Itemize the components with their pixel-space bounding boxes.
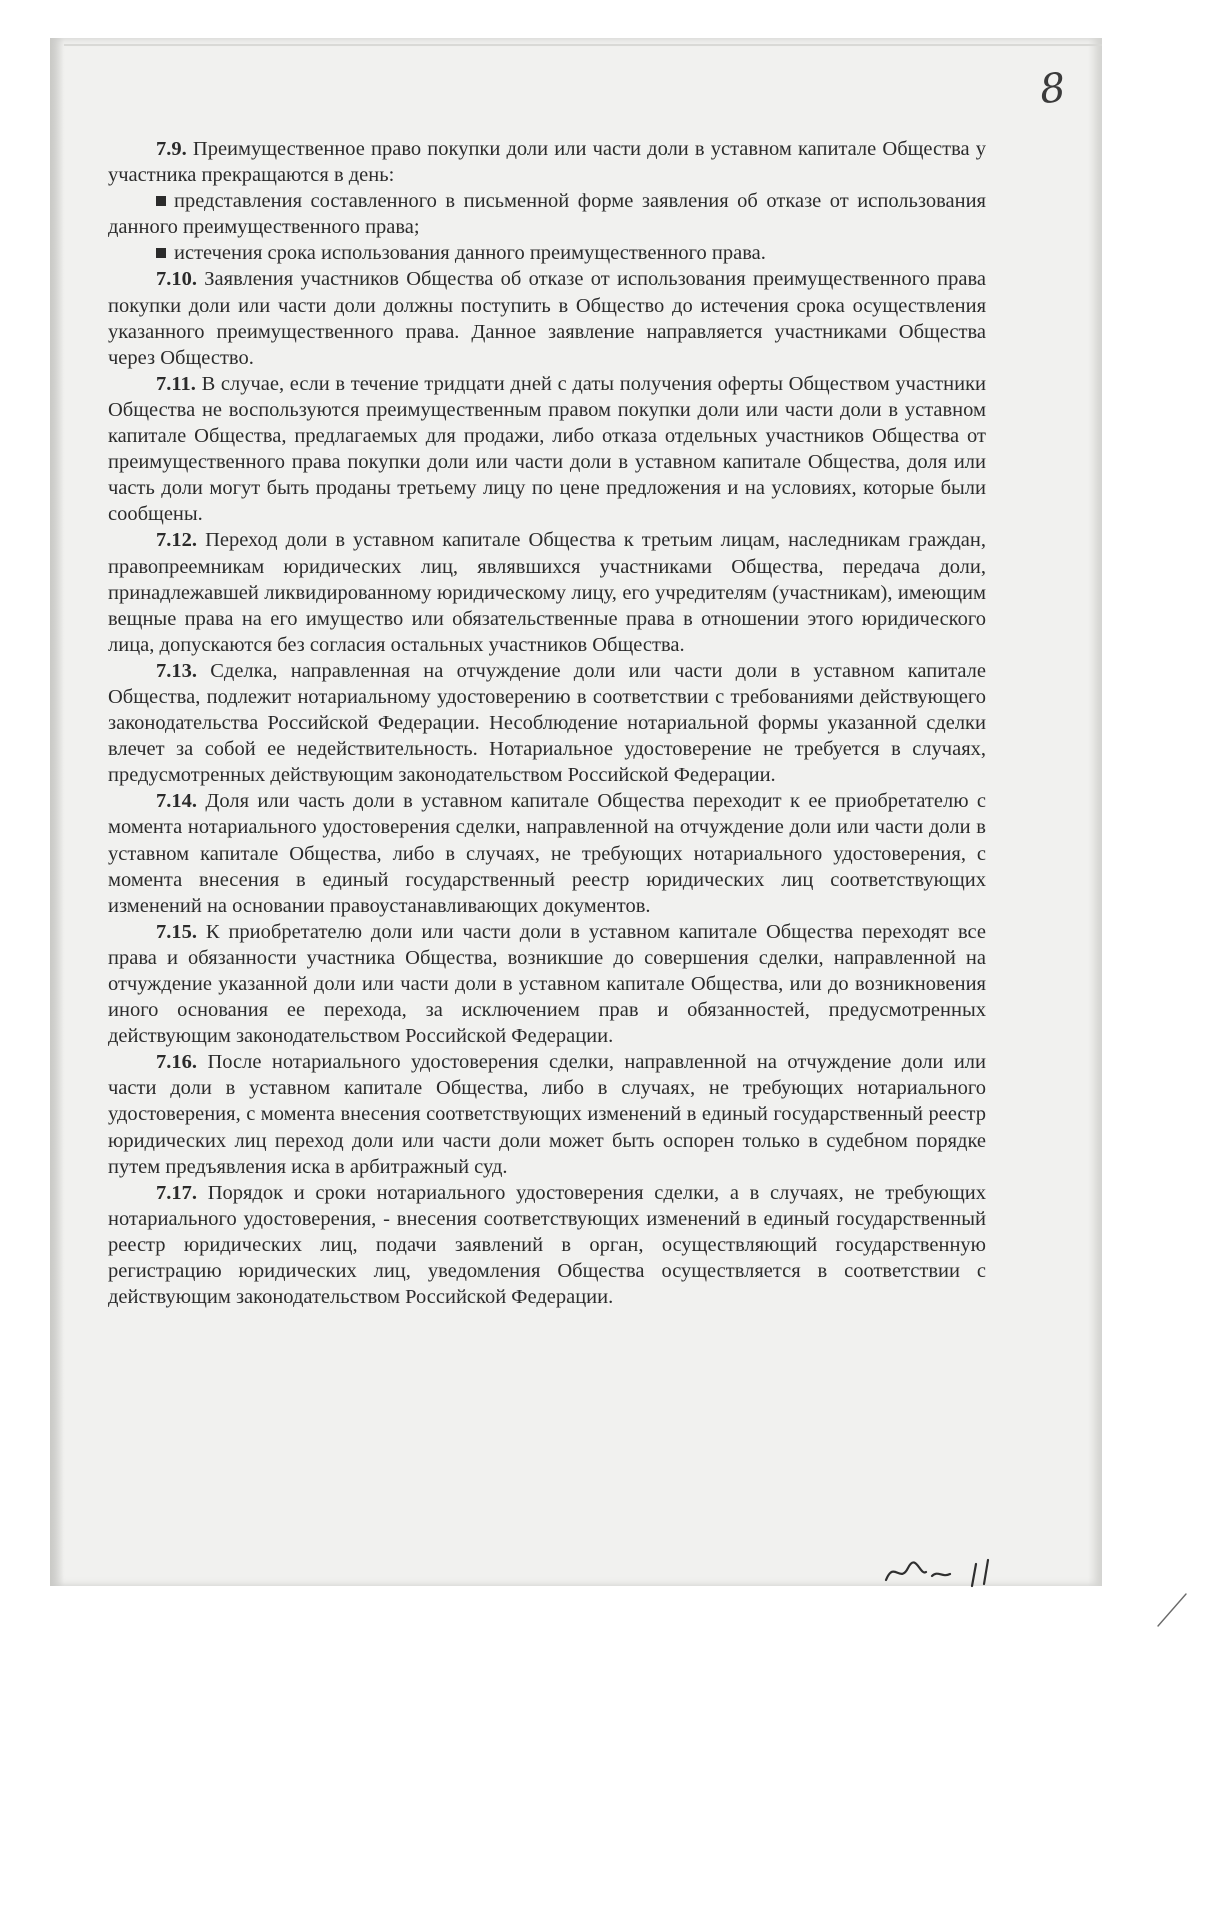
section-7-14 xyxy=(108,788,986,918)
section-text: К приобретателю доли или части доли в уставном капитале Общества переходят все права и обязанности участника Общества, возникшие до совершения сделки, направленной на отчуждение указанной доли или части доли в уставном капитале Общества, или до возникновения иного основания ее перехода, за исключением прав и обязанностей, предусмотренных действующим законодательством Российской Федерации. xyxy=(108,920,987,1048)
section-text: Переход доли в уставном капитале Общества к третьим лицам, наследникам граждан, правопреемникам юридических лиц, являвшихся участниками Общества, передача доли, принадлежавшей ликвидированному юридическому лицу, его учредителям (участникам), имеющим вещные права на его имущество или обязательственные права в отношении этого юридического лица, допускаются без согласия остальных участников Общества. xyxy=(108,529,987,656)
bullet-text: представления составленного в письменной форме заявления об отказе от использования данного преимущественного права; xyxy=(108,190,986,239)
section-7-13 xyxy=(108,658,986,788)
section-number: 7.16. xyxy=(156,1051,197,1074)
document-body xyxy=(108,136,986,1310)
page-right-shadow xyxy=(1088,38,1102,1586)
page-top-edge xyxy=(64,44,1102,46)
square-bullet-icon xyxy=(156,248,166,258)
section-7-11 xyxy=(108,371,986,528)
pen-stroke-icon xyxy=(1150,1590,1190,1630)
bullet-item xyxy=(108,240,986,266)
handwritten-page-number: 8 xyxy=(1037,64,1068,114)
section-number: 7.10. xyxy=(156,268,197,291)
bullet-item xyxy=(108,188,986,240)
section-number: 7.12. xyxy=(156,529,197,552)
section-text: Доля или часть доли в уставном капитале Общества переходит к ее приобретателю с момента нотариального удостоверения сделки, направленной на отчуждение доли или части доли в уставном капитале Общества, либо в случаях, не требующих нотариального удостоверения, с момента внесения в единый государственный реестр юридических лиц соответствующих изменений на основании правоустанавливающих документов. xyxy=(108,790,986,917)
section-text: Порядок и сроки нотариального удостоверения сделки, а в случаях, не требующих нотариального удостоверения, - внесения соответствующих изменений в единый государственный реестр юридических лиц, подачи заявлений в орган, осуществляющий государственную регистрацию юридических лиц, уведомления Общества осуществляется в соответствии с действующим законодательством Российской Федерации. xyxy=(108,1181,986,1309)
section-text: Сделка, направленная на отчуждение доли или части доли в уставном капитале Общества, подлежит нотариальному удостоверению в соответствии с требованиями действующего законодательства Российской Федерации. Несоблюдение нотариальной формы указанной сделки влечет за собой ее недействительность. Нотариальное удостоверение не требуется в случаях, предусмотренных действующим законодательством Российской Федерации. xyxy=(108,659,986,787)
square-bullet-icon xyxy=(156,196,166,206)
section-number: 7.11. xyxy=(156,372,196,395)
section-number: 7.13. xyxy=(156,659,197,682)
section-number: 7.14. xyxy=(156,790,197,813)
section-text: В случае, если в течение тридцати дней с даты получения оферты Обществом участники Общества не воспользуются преимущественным правом покупки доли или части доли в уставном капитале Общества, предлагаемых для продажи, либо отказа отдельных участников Общества от преимущественного права покупки доли или части доли в уставном капитале Общества, доля или часть доли могут быть проданы третьему лицу по цене предложения и на условиях, которые были сообщены. xyxy=(108,372,986,526)
section-7-17 xyxy=(108,1180,986,1310)
section-7-15 xyxy=(108,919,986,1049)
section-7-10 xyxy=(108,266,986,370)
section-7-9 xyxy=(108,136,986,188)
bullet-text: истечения срока использования данного преимущественного права. xyxy=(174,242,766,265)
section-number: 7.15. xyxy=(156,920,197,943)
section-text: Заявления участников Общества об отказе от использования преимущественного права покупки доли или части доли должны поступить в Общество до истечения срока осуществления указанного преимущественного права. Данное заявление направляется участниками Общества через Общество. xyxy=(108,268,986,369)
section-text: После нотариального удостоверения сделки, направленной на отчуждение доли или части доли в уставном капитале Общества, либо в случаях, не требующих нотариального удостоверения, с момента внесения соответствующих изменений в единый государственный реестр юридических лиц переход доли или части доли может быть оспорен только в судебном порядке путем предъявления иска в арбитражный суд. xyxy=(108,1051,987,1178)
section-number: 7.9. xyxy=(156,138,187,160)
section-number: 7.17. xyxy=(156,1181,197,1204)
signature-scribble-icon xyxy=(880,1550,1020,1590)
section-7-12 xyxy=(108,527,986,657)
page-left-shadow xyxy=(50,38,64,1586)
section-7-16 xyxy=(108,1049,986,1179)
section-text: Преимущественное право покупки доли или части доли в уставном капитале Общества у участника прекращаются в день: xyxy=(108,138,987,187)
